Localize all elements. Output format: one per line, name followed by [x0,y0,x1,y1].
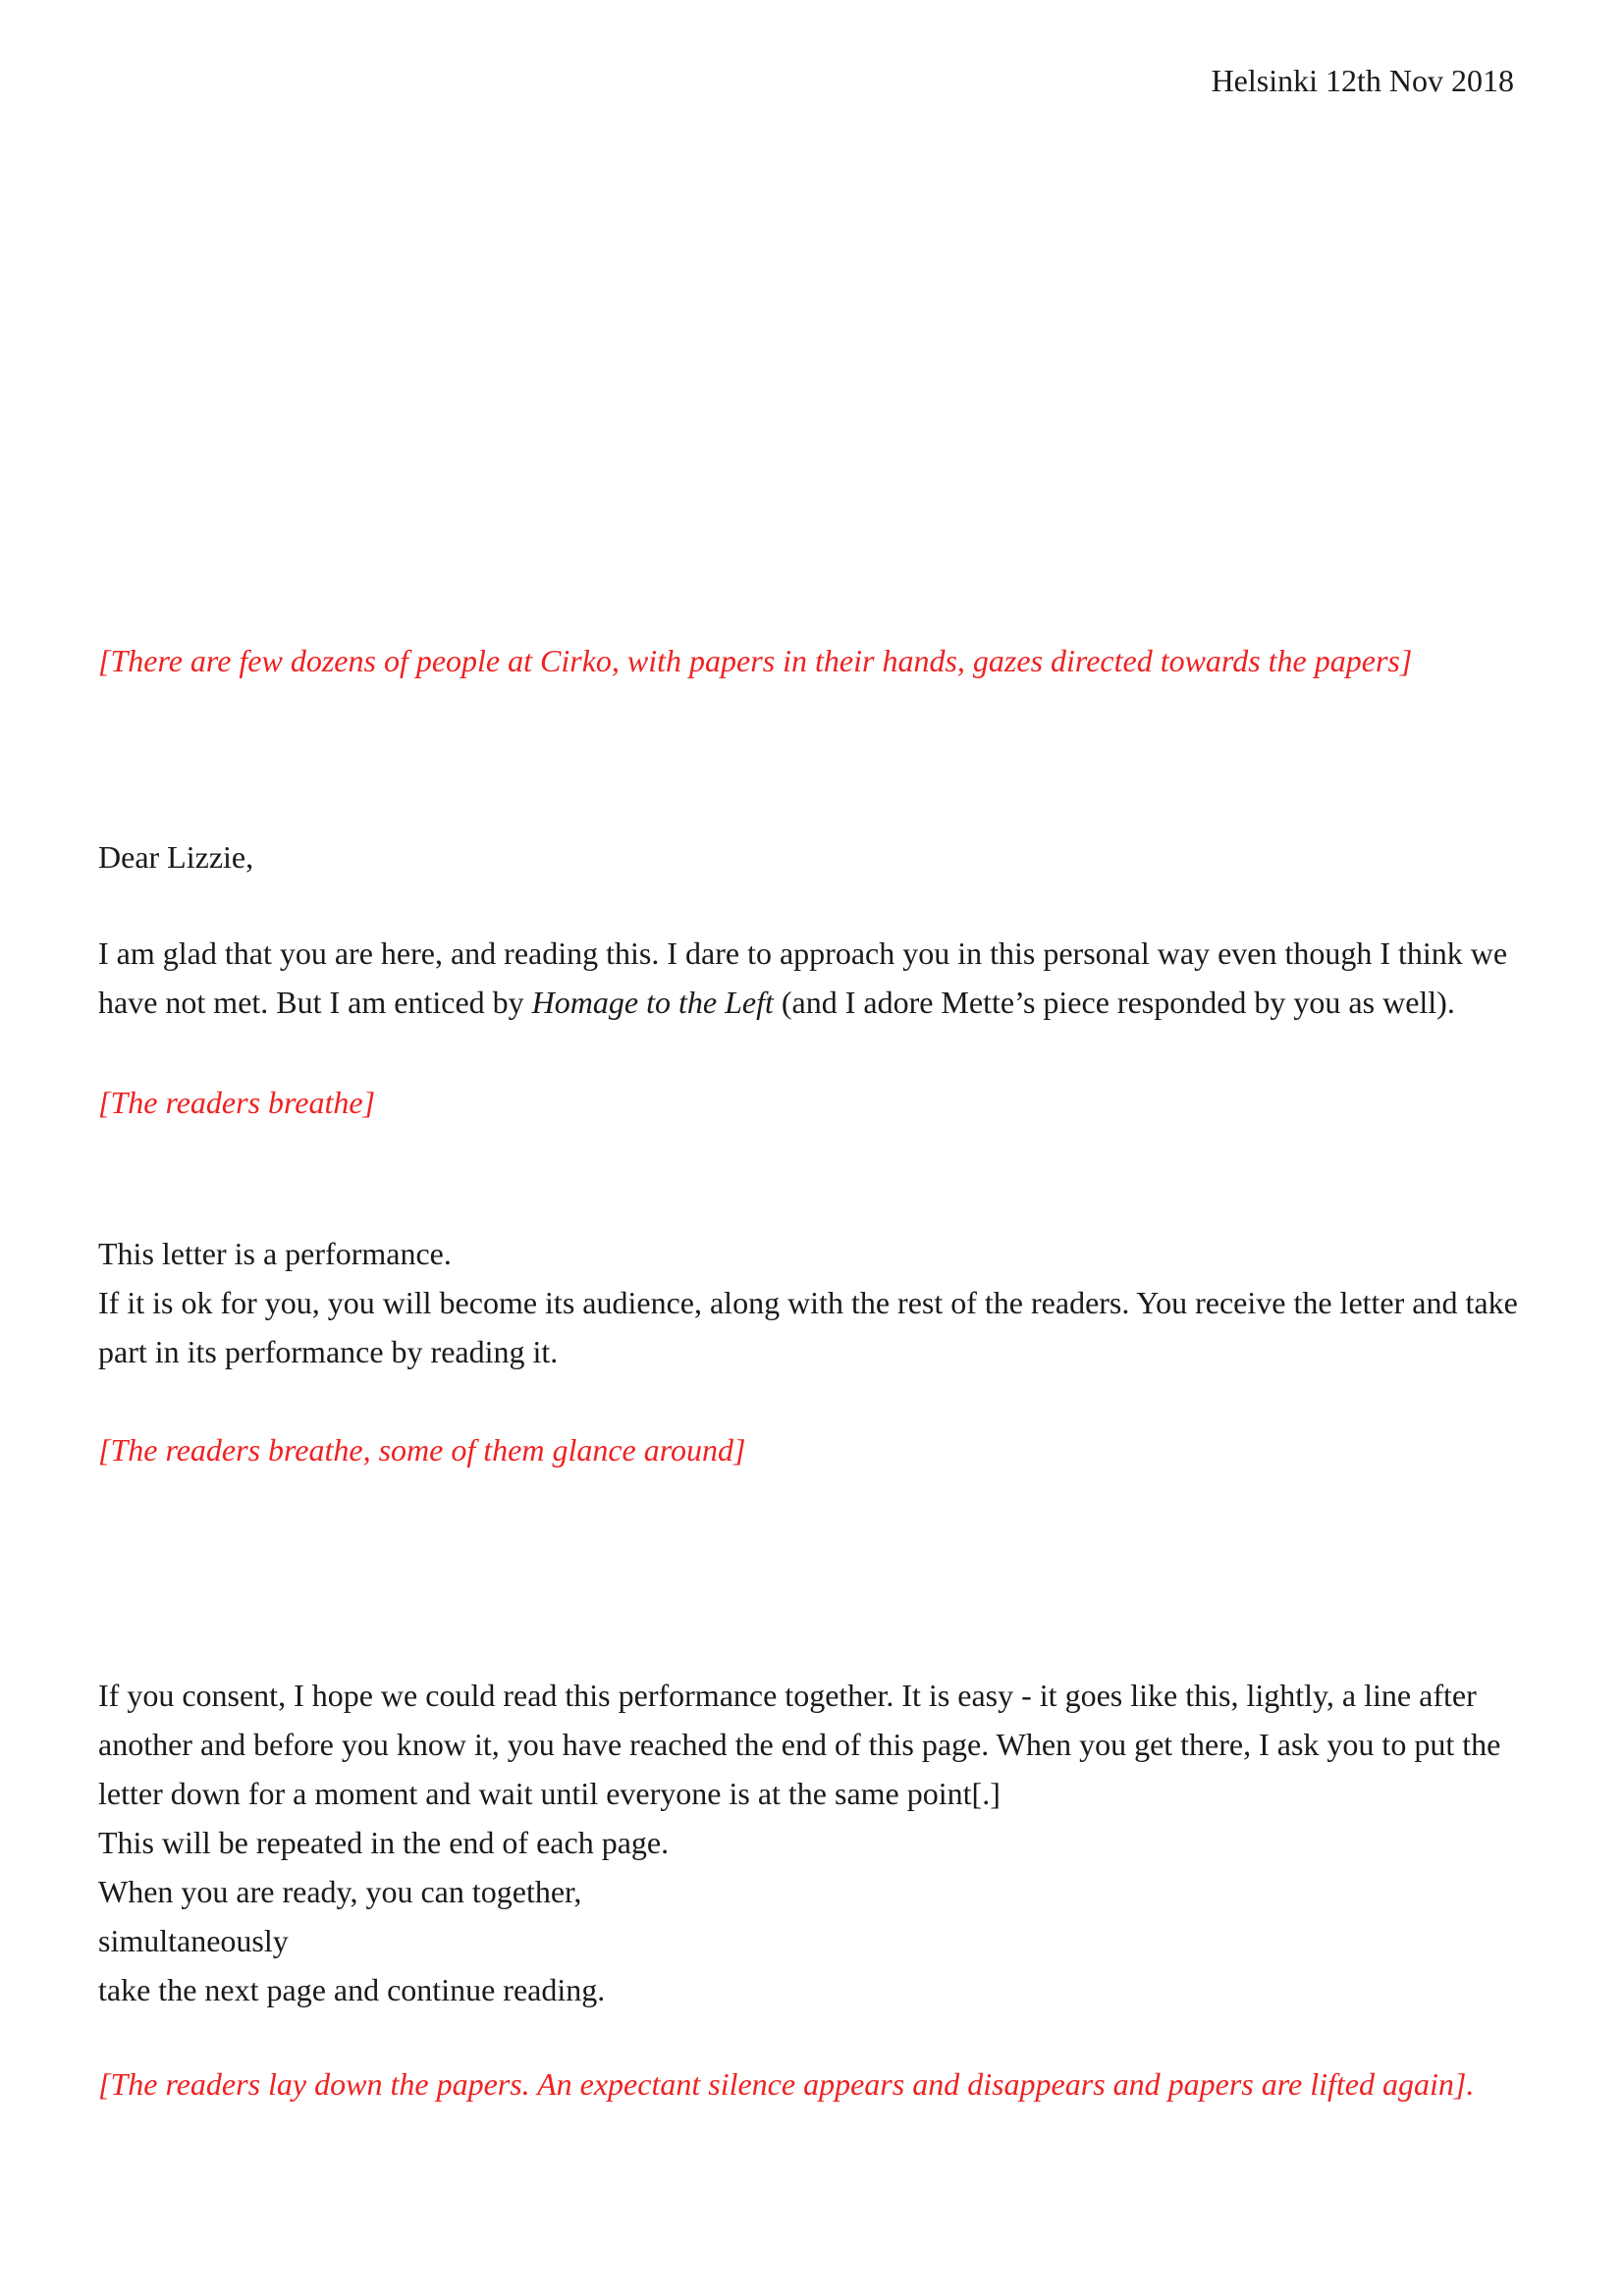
paragraph-3-line-4: simultaneously [98,1923,289,1958]
dateline: Helsinki 12th Nov 2018 [1211,63,1514,98]
paragraph-1-work-title: Homage to the Left [531,985,774,1020]
stage-direction-4: [The readers lay down the papers. An expectant silence appears and disappears and papers are lifted again]. [98,2066,1475,2102]
paragraph-1-text-before: I am glad that you are here, and reading this. I dare to approach you in this personal way even though I think we have not met. But I am enticed by [98,935,1508,1020]
paragraph-3-line-3: When you are ready, you can together, [98,1874,582,1909]
paragraph-1 [98,929,1524,1027]
paragraph-2 [98,1229,1524,1376]
salutation: Dear Lizzie, [98,839,254,875]
paragraph-3-line-5: take the next page and continue reading. [98,1972,606,2007]
paragraph-3 [98,1671,1524,2014]
paragraph-3-line-2: This will be repeated in the end of each page. [98,1825,670,1860]
paragraph-2-line-1: This letter is a performance. [98,1236,452,1271]
stage-direction-3: [The readers breathe, some of them glance around] [98,1432,746,1468]
stage-direction-2: [The readers breathe] [98,1085,376,1120]
paragraph-2-rest: If it is ok for you, you will become its audience, along with the rest of the readers. You receive the letter and take part in its performance by reading it. [98,1285,1518,1369]
stage-direction-1: [There are few dozens of people at Cirko, with papers in their hands, gazes directed towards the papers] [98,643,1413,678]
paragraph-3-wrapped: If you consent, I hope we could read this performance together. It is easy - it goes like this, lightly, a line after another and before you know it, you have reached the end of this page. When you get there, I ask you to put the letter down for a moment and wait until everyone is at the same point[.] [98,1678,1501,1811]
paragraph-1-text-after: (and I adore Mette’s piece responded by you as well). [773,985,1455,1020]
